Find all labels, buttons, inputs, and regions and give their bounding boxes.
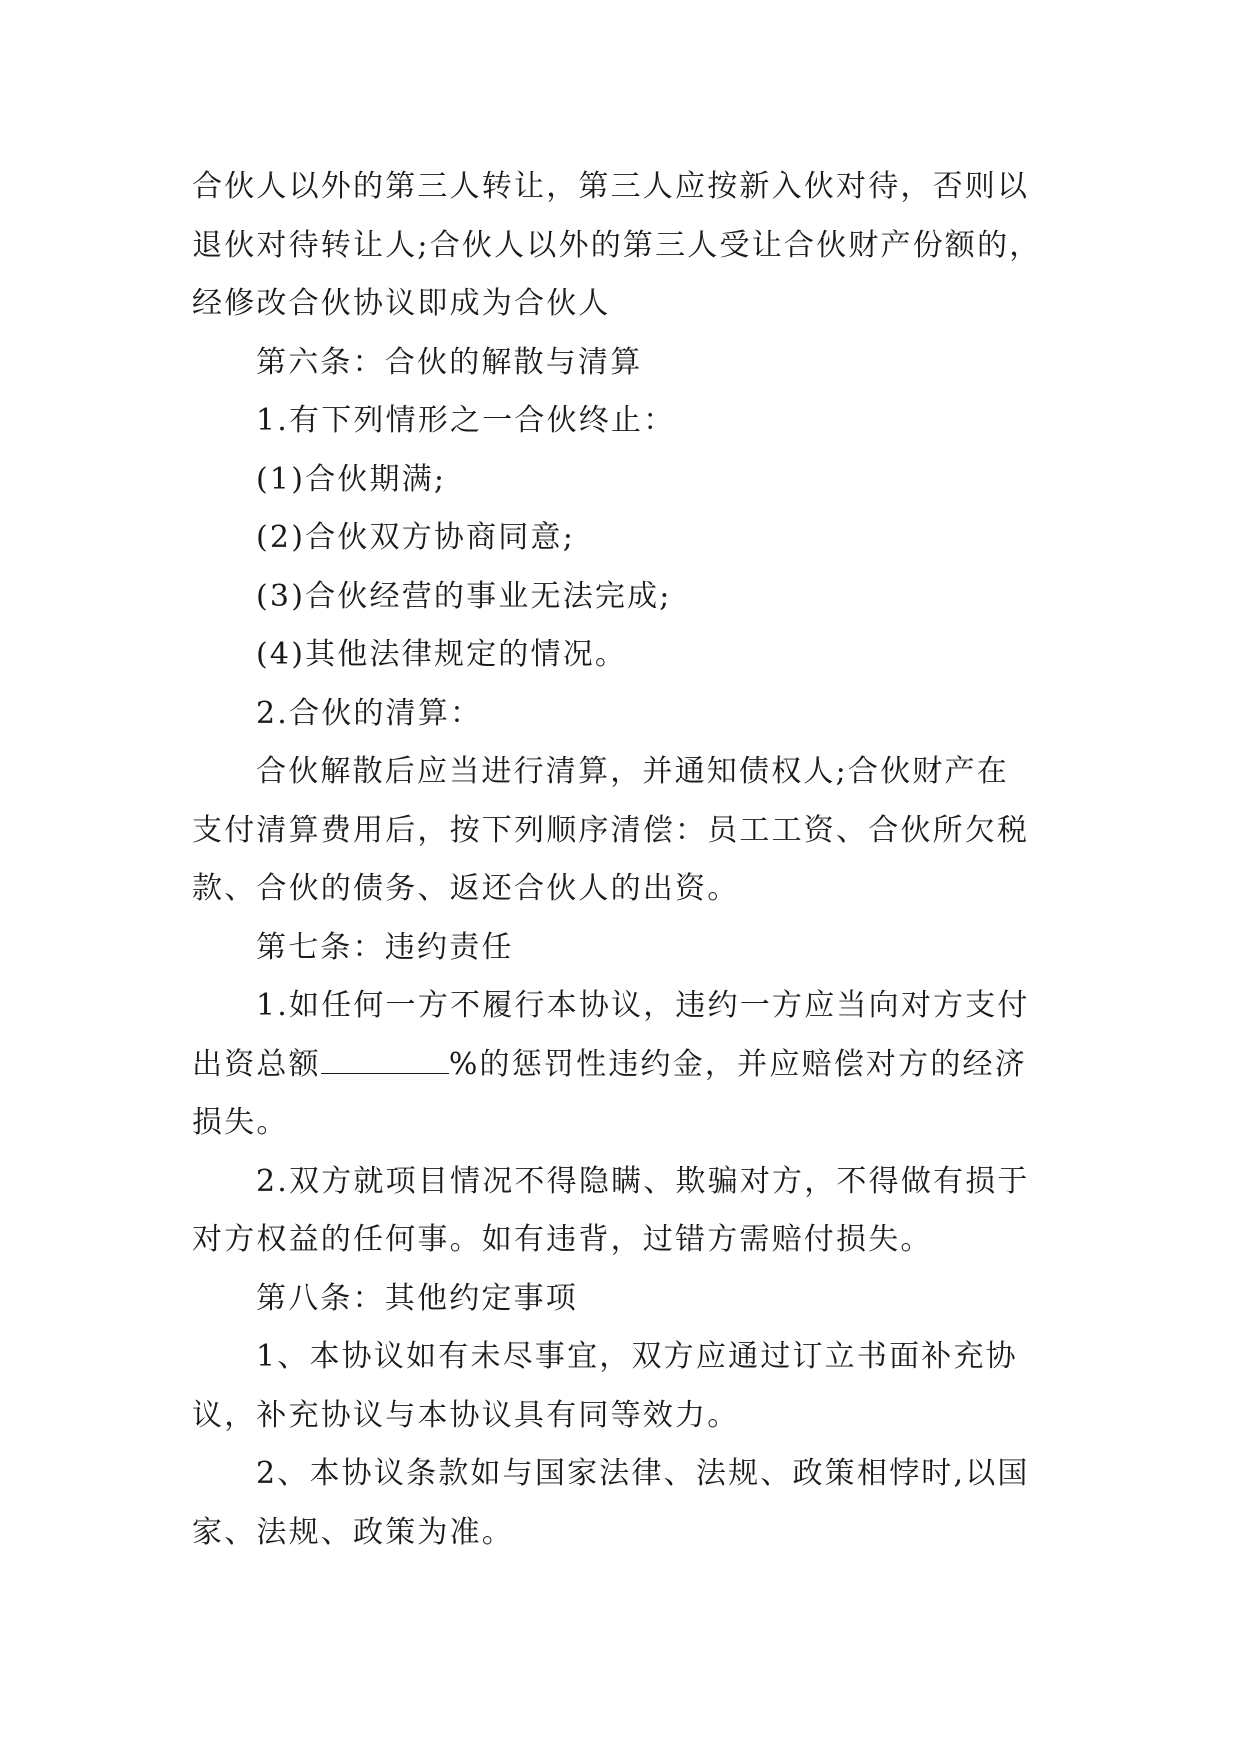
list-item: (4)其他法律规定的情况。	[256, 637, 628, 672]
clause-line: 2.双方就项目情况不得隐瞒、欺骗对方，不得做有损于	[256, 1163, 1030, 1199]
article-8-heading: 第八条：其他约定事项	[256, 1280, 578, 1316]
list-item: (1)合伙期满;	[256, 461, 447, 497]
penalty-text-before: 出资总额	[192, 1046, 321, 1082]
clause-line: 1、本协议如有未尽事宜，双方应通过订立书面补充协	[256, 1339, 1018, 1374]
list-item: (3)合伙经营的事业无法完成;	[256, 578, 672, 614]
clause-line: 2、本协议条款如与国家法律、法规、政策相悖时,以国	[256, 1456, 1030, 1491]
paragraph-line: 合伙解散后应当进行清算，并通知债权人;合伙财产在	[256, 754, 1009, 789]
penalty-percent-blank	[321, 1049, 449, 1074]
paragraph-line: 退伙对待转让人;合伙人以外的第三人受让合伙财产份额的，	[192, 227, 1042, 263]
paragraph-line: 家、法规、政策为准。	[192, 1514, 514, 1550]
penalty-line	[192, 1036, 1082, 1095]
paragraph-line: 合伙人以外的第三人转让，第三人应按新入伙对待，否则以	[192, 169, 1030, 204]
clause-line: 1.如任何一方不履行本协议，违约一方应当向对方支付	[256, 988, 1030, 1023]
article-6-heading: 第六条：合伙的解散与清算	[256, 344, 643, 380]
paragraph-line: 款、合伙的债务、返还合伙人的出资。	[192, 871, 740, 906]
paragraph-line: 支付清算费用后，按下列顺序清偿：员工工资、合伙所欠税	[192, 812, 1030, 848]
paragraph-line: 议，补充协议与本协议具有同等效力。	[192, 1397, 740, 1433]
clause-line: 1.有下列情形之一合伙终止：	[256, 403, 676, 438]
paragraph-line: 损失。	[192, 1105, 289, 1140]
document-body	[192, 158, 1082, 1562]
clause-line: 2.合伙的清算：	[256, 695, 483, 731]
list-item: (2)合伙双方协商同意;	[256, 520, 576, 555]
paragraph-line: 对方权益的任何事。如有违背，过错方需赔付损失。	[192, 1222, 933, 1257]
paragraph-line: 经修改合伙协议即成为合伙人	[192, 286, 611, 321]
article-7-heading: 第七条：违约责任	[256, 929, 514, 965]
penalty-text-after: %的惩罚性违约金，并应赔偿对方的经济	[448, 1046, 1027, 1082]
